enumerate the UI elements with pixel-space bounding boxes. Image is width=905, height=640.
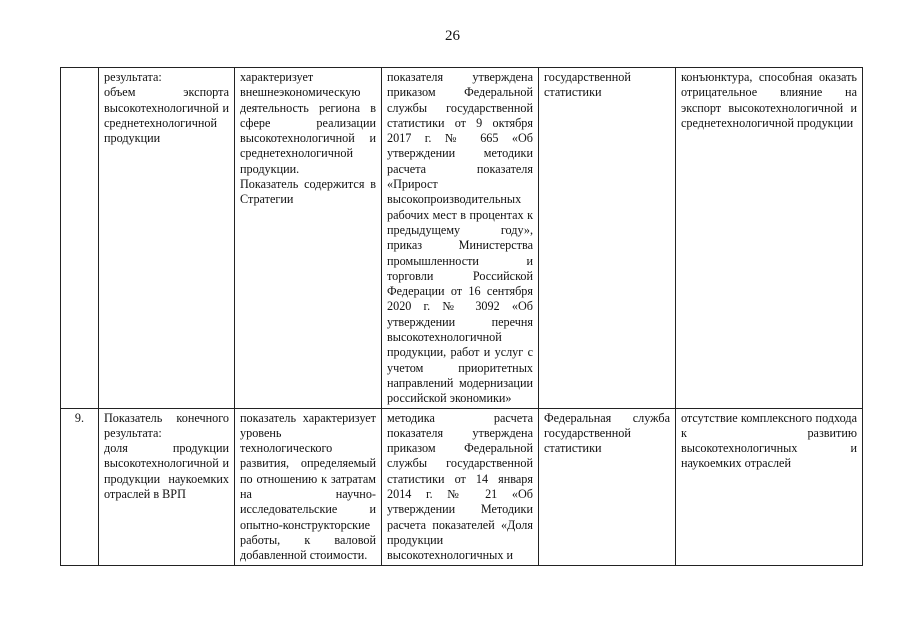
calculation-methodology <box>387 70 533 407</box>
indicators-table <box>60 67 863 566</box>
risk-factors <box>681 411 857 472</box>
paragraph: результата: <box>104 70 162 84</box>
paragraph: доля продукции высокотехнологичной и продукции наукоемких отраслей в ВРП <box>104 441 229 502</box>
risks-cell <box>676 408 863 565</box>
paragraph: государственной статистики <box>544 70 631 100</box>
indicator-description <box>240 70 376 208</box>
risk-factors <box>681 70 857 131</box>
paragraph: методика расчета показателя утверждена приказом Федеральной службы государственной статистики от 14 января 2014 г. № 21 «Об утверждении Методики расчета показателей «Доля продукции высокотехнологичных и <box>387 410 533 563</box>
paragraph: конъюнктура, способная оказать отрицательное влияние на экспорт высокотехнологичной и среднетехнологичной продукции <box>681 70 857 130</box>
methodology-cell <box>382 68 539 409</box>
indicator-name <box>104 411 229 503</box>
risks-cell <box>676 68 863 409</box>
paragraph: характеризует внешнеэкономическую деятельность региона в сфере реализации высокотехнологичной и среднетехнологичной продукции. <box>240 70 376 176</box>
methodology-cell <box>382 408 539 565</box>
paragraph: объем экспорта высокотехнологичной и среднетехнологичной продукции <box>104 85 229 146</box>
data-source <box>544 411 670 457</box>
indicator-name-cell <box>99 408 235 565</box>
description-cell <box>235 68 382 409</box>
paragraph: Показатель содержится в Стратегии <box>240 177 376 207</box>
paragraph: Федеральная служба государственной статистики <box>544 410 670 456</box>
paragraph: показатель характеризует уровень технологического развития, определяемый по отношению к затратам на научно-исследовательские и опытно-конструкторские работы, к валовой добавленной стоимости. <box>240 410 376 563</box>
source-cell <box>539 68 676 409</box>
source-cell <box>539 408 676 565</box>
paragraph: показателя утверждена приказом Федеральной службы государственной статистики от 9 октября 2017 г. № 665 «Об утверждении методики расчета показателя «Прирост высокопроизводительных рабочих мест в процентах к предыдущему году», приказ Министерства промышленности и торговли Российской Федерации от 16 сентября 2020 г. № 3092 «Об утверждении перечня высокотехнологичной продукции, работ и услуг с учетом приоритетных направлений модернизации российской экономики» <box>387 70 533 406</box>
paragraph: отсутствие комплексного подхода к развитию высокотехнологичных и наукоемких отраслей <box>681 410 857 471</box>
data-source <box>544 70 670 101</box>
description-cell <box>235 408 382 565</box>
row-number <box>61 68 99 409</box>
table-row <box>61 68 863 409</box>
indicator-name <box>104 70 229 146</box>
indicator-name-cell <box>99 68 235 409</box>
page-number: 26 <box>445 28 460 44</box>
calculation-methodology <box>387 411 533 564</box>
row-number: 9. <box>61 408 99 565</box>
paragraph: Показатель конечного результата: <box>104 410 229 440</box>
indicator-description <box>240 411 376 564</box>
table-row <box>61 408 863 565</box>
